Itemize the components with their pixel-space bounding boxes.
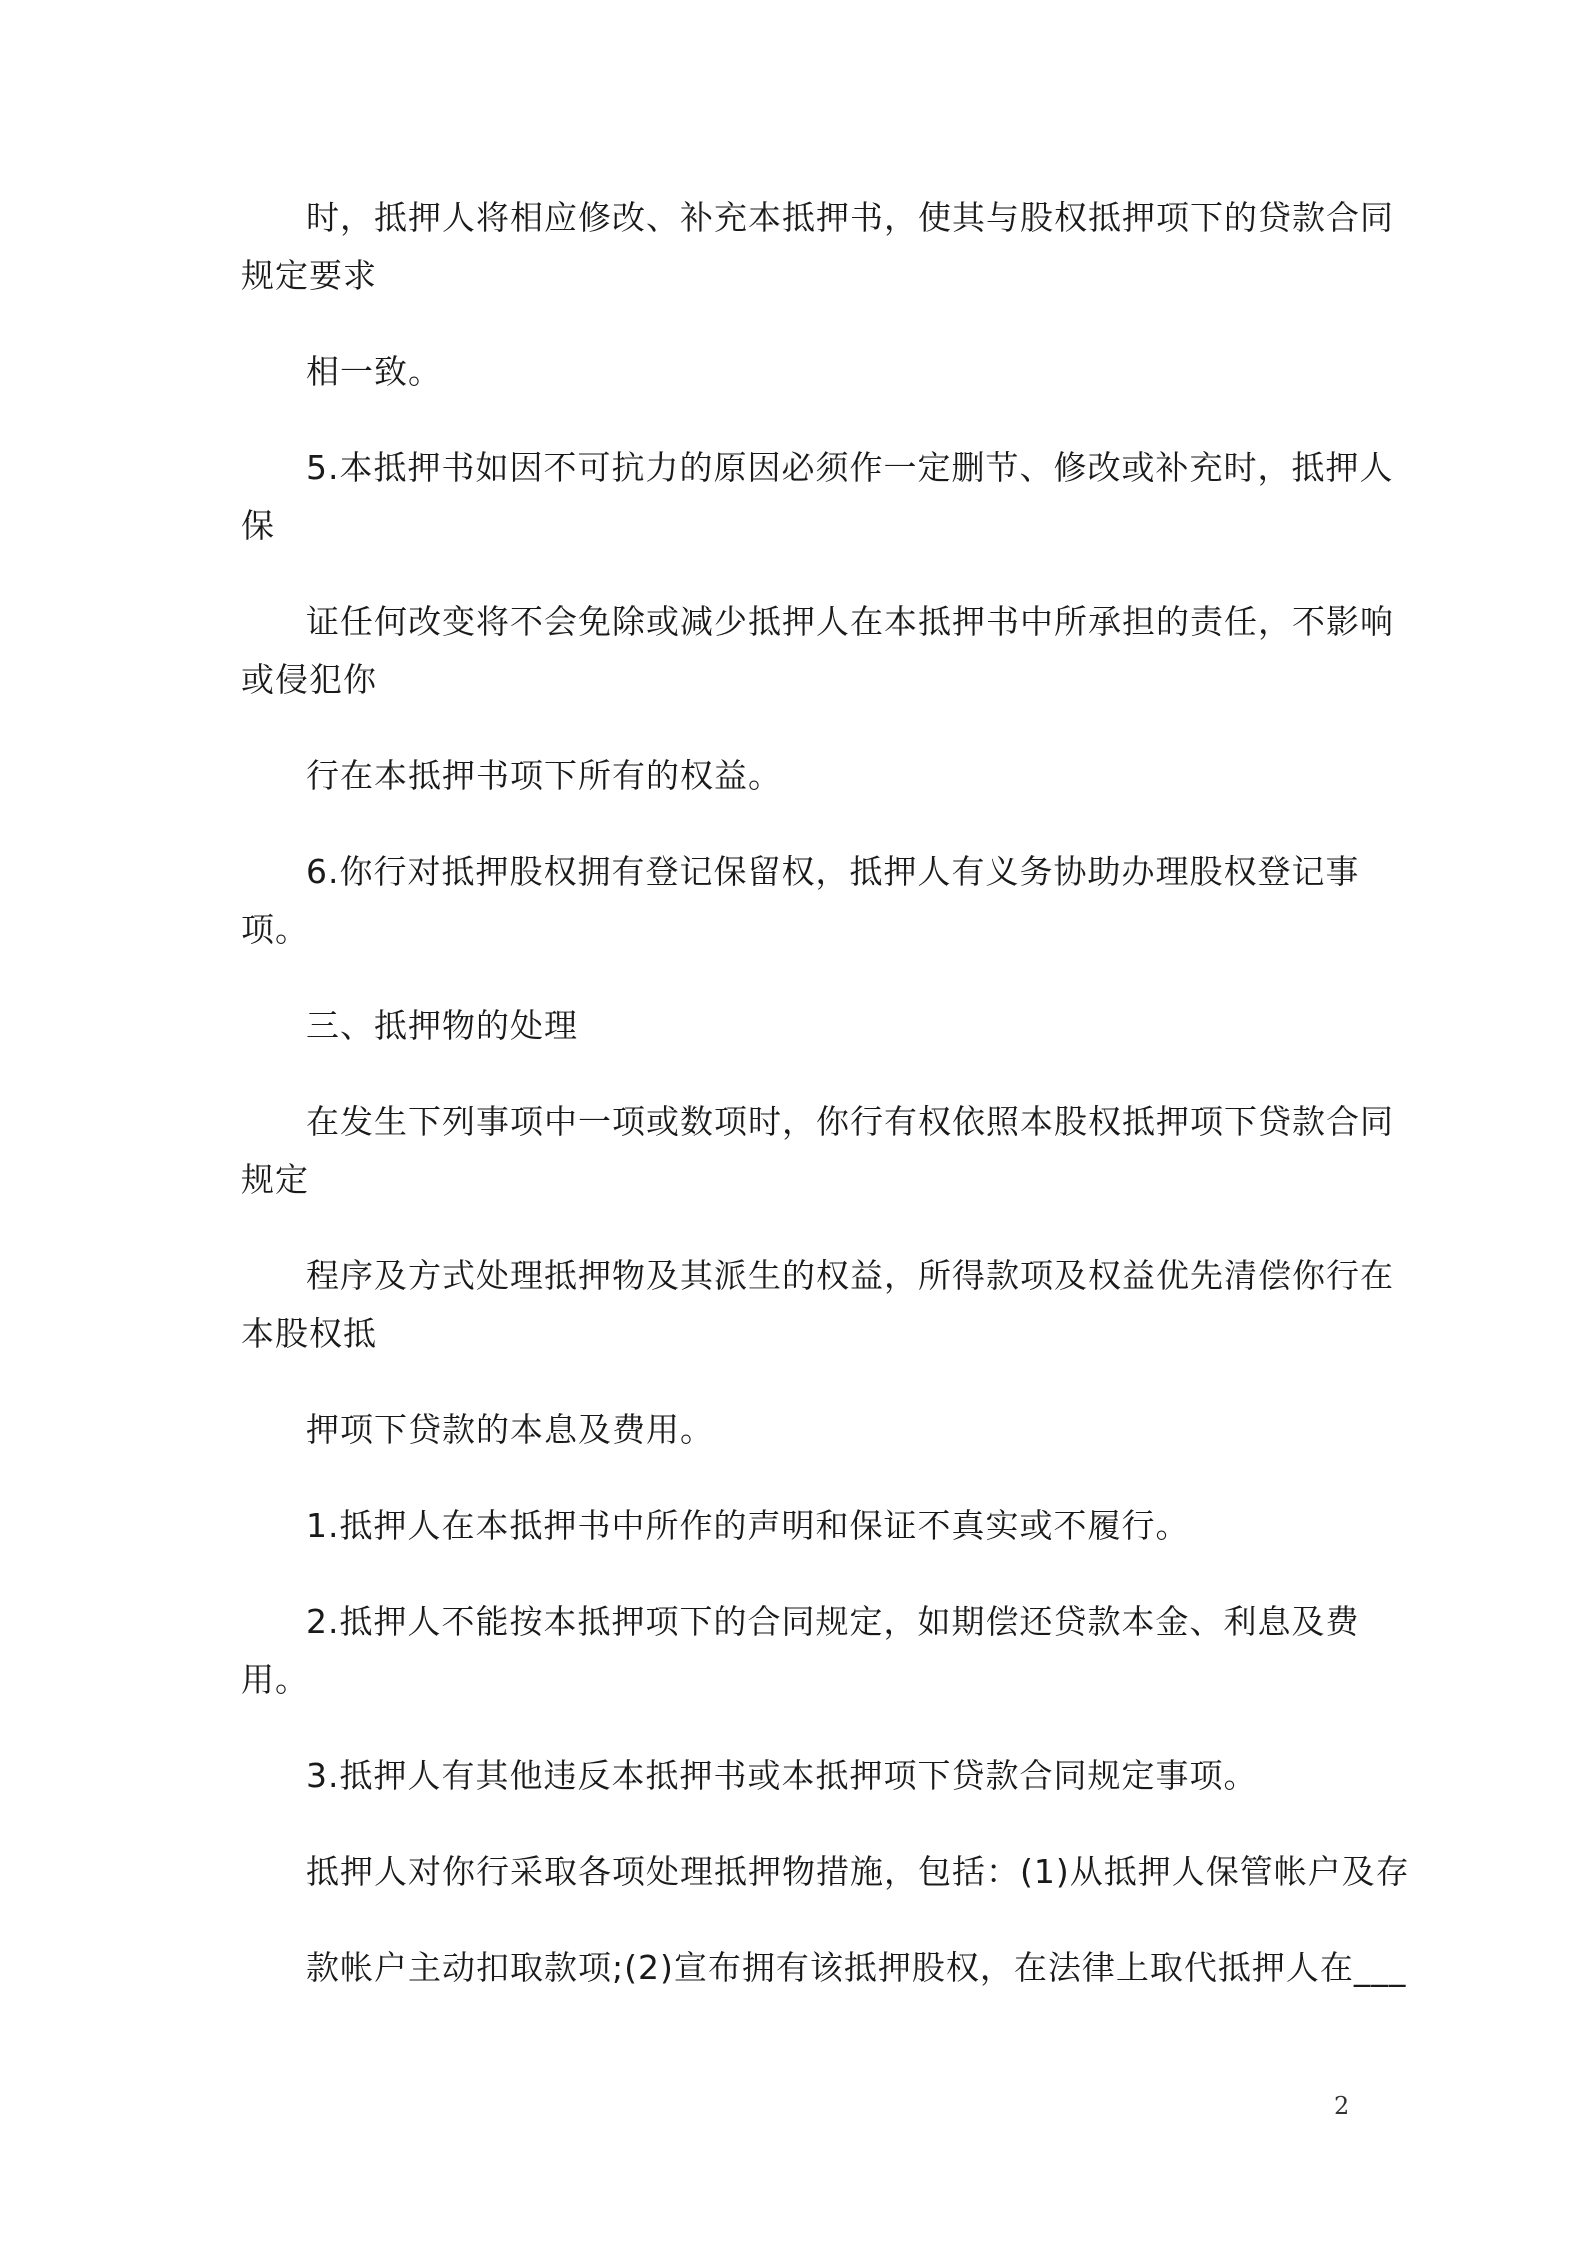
text-line: 款帐户主动扣取款项;(2)宣布拥有该抵押股权，在法律上取代抵押人在___ xyxy=(306,1948,1407,1987)
text-line: 或侵犯你 xyxy=(241,660,377,699)
text-line: 时，抵押人将相应修改、补充本抵押书，使其与股权抵押项下的贷款合同 xyxy=(306,198,1394,237)
text-line: 押项下贷款的本息及费用。 xyxy=(306,1410,714,1449)
text-line: 保 xyxy=(241,506,275,545)
text-line: 2.抵押人不能按本抵押项下的合同规定，如期偿还贷款本金、利息及费 xyxy=(306,1602,1360,1641)
text-line: 本股权抵 xyxy=(241,1314,377,1353)
page-number: 2 xyxy=(1334,2092,1350,2120)
text-line: 1.抵押人在本抵押书中所作的声明和保证不真实或不履行。 xyxy=(306,1506,1190,1545)
text-line: 证任何改变将不会免除或减少抵押人在本抵押书中所承担的责任，不影响 xyxy=(306,602,1394,641)
section-heading: 三、抵押物的处理 xyxy=(306,1006,578,1045)
text-line: 6.你行对抵押股权拥有登记保留权，抵押人有义务协助办理股权登记事 xyxy=(306,852,1360,891)
text-line: 程序及方式处理抵押物及其派生的权益，所得款项及权益优先清偿你行在 xyxy=(306,1256,1394,1295)
text-line: 相一致。 xyxy=(306,352,442,391)
text-line: 规定要求 xyxy=(241,256,377,295)
text-line: 行在本抵押书项下所有的权益。 xyxy=(306,756,782,795)
text-line: 抵押人对你行采取各项处理抵押物措施，包括：(1)从抵押人保管帐户及存 xyxy=(306,1852,1410,1891)
text-line: 3.抵押人有其他违反本抵押书或本抵押项下贷款合同规定事项。 xyxy=(306,1756,1258,1795)
text-line: 规定 xyxy=(241,1160,309,1199)
text-line: 5.本抵押书如因不可抗力的原因必须作一定删节、修改或补充时，抵押人 xyxy=(306,448,1394,487)
text-line: 用。 xyxy=(241,1660,309,1699)
text-line: 在发生下列事项中一项或数项时，你行有权依照本股权抵押项下贷款合同 xyxy=(306,1102,1394,1141)
text-line: 项。 xyxy=(241,910,309,949)
